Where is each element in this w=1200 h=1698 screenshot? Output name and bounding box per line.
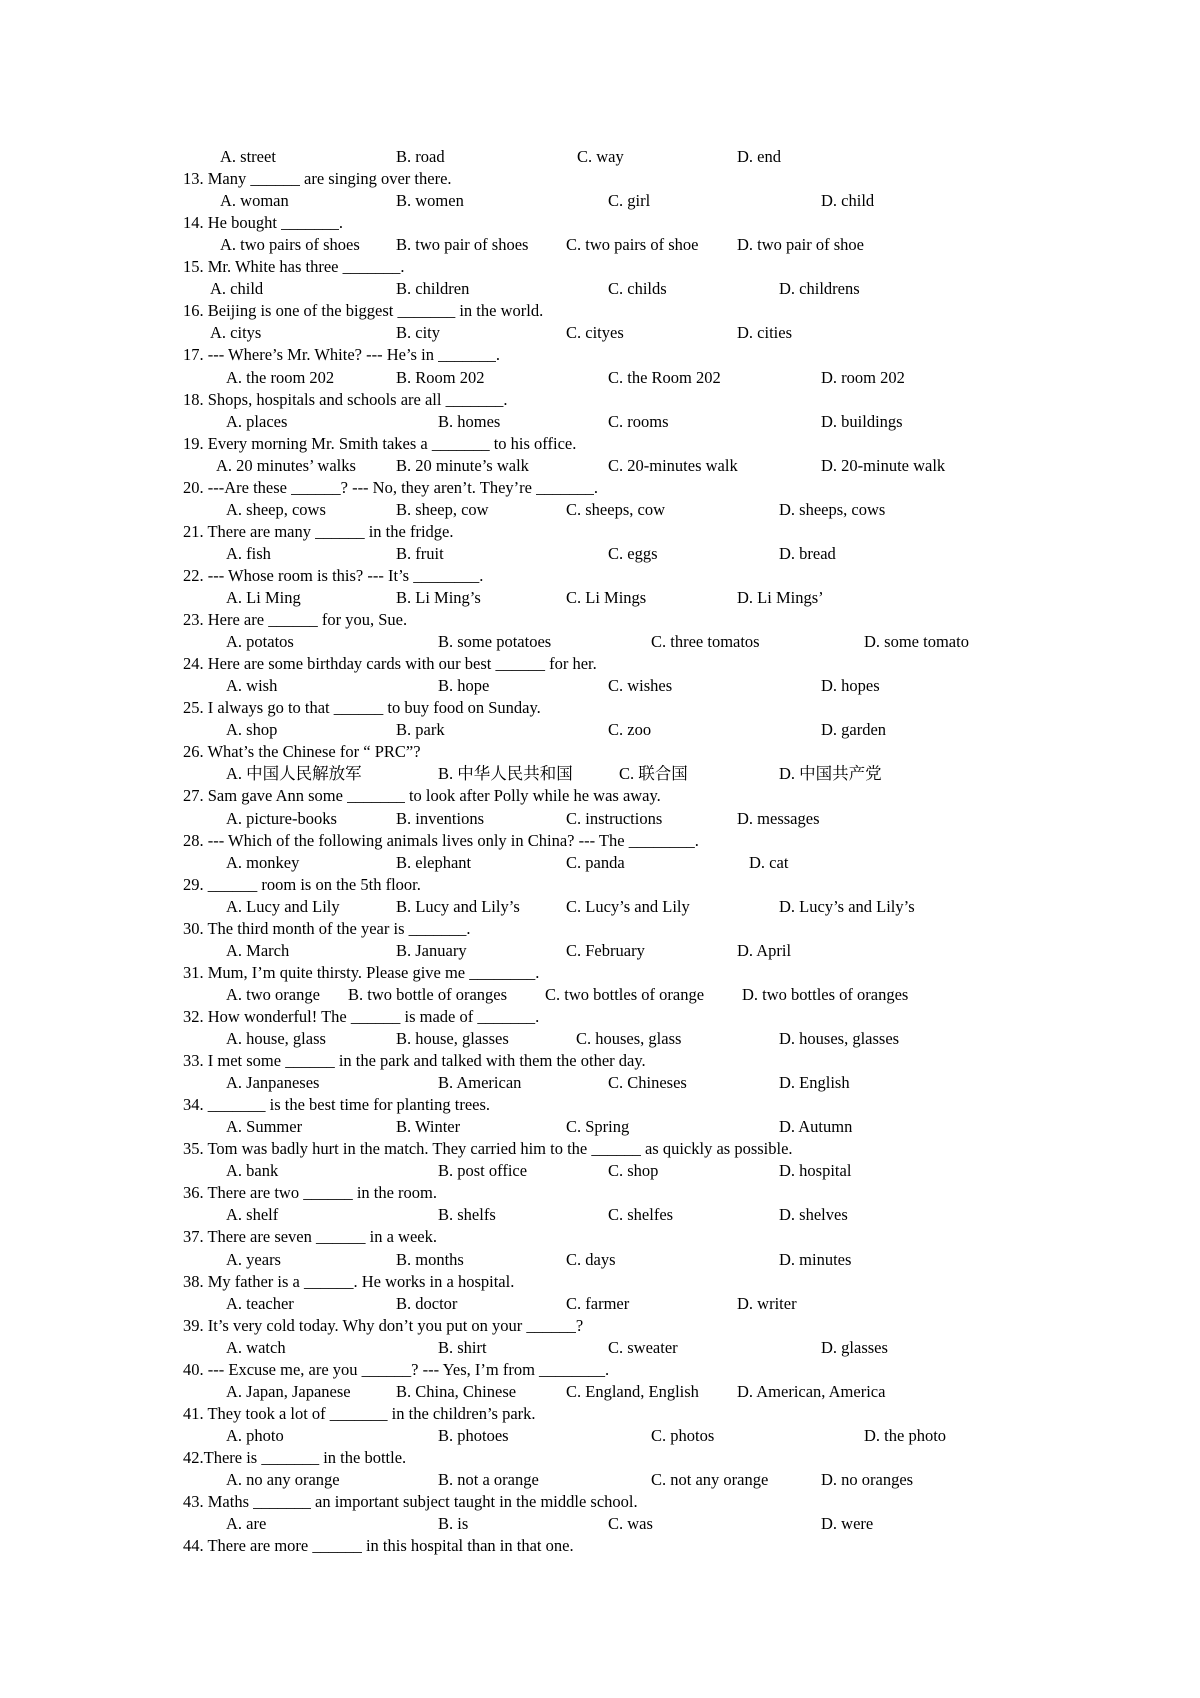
option-a: A. teacher bbox=[226, 1293, 294, 1313]
options-line bbox=[0, 1293, 1200, 1315]
option-b: B. shirt bbox=[438, 1337, 487, 1357]
question-text: 32. How wonderful! The ______ is made of _______. bbox=[183, 1006, 540, 1026]
question-line bbox=[0, 785, 1200, 807]
option-c: C. cityes bbox=[566, 323, 624, 343]
option-c: C. panda bbox=[566, 852, 625, 872]
option-d: D. two bottles of oranges bbox=[742, 984, 909, 1004]
option-c: C. shop bbox=[608, 1161, 659, 1181]
option-d: D. April bbox=[737, 940, 792, 960]
question-text: 30. The third month of the year is _______. bbox=[183, 918, 471, 938]
question-line bbox=[0, 874, 1200, 896]
options-line bbox=[0, 278, 1200, 300]
option-b: B. two pair of shoes bbox=[396, 235, 529, 255]
question-line bbox=[0, 1491, 1200, 1513]
option-b: B. is bbox=[438, 1514, 469, 1534]
question-line bbox=[0, 1050, 1200, 1072]
option-b: B. 中华人民共和国 bbox=[438, 764, 573, 784]
option-d: D. Li Mings’ bbox=[737, 588, 824, 607]
options-line bbox=[0, 940, 1200, 962]
option-c: C. the Room 202 bbox=[608, 367, 721, 387]
option-a: A. the room 202 bbox=[226, 367, 335, 387]
question-text: 41. They took a lot of _______ in the children’s park. bbox=[183, 1403, 536, 1423]
option-b: B. post office bbox=[438, 1161, 528, 1181]
options-line bbox=[0, 367, 1200, 389]
option-a: A. places bbox=[226, 411, 288, 431]
option-d: D. houses, glasses bbox=[779, 1029, 900, 1048]
option-d: D. the photo bbox=[864, 1425, 947, 1445]
option-d: D. cities bbox=[737, 323, 792, 343]
option-a: A. wish bbox=[226, 676, 278, 696]
question-line bbox=[0, 477, 1200, 499]
question-line bbox=[0, 918, 1200, 940]
option-c: C. two bottles of orange bbox=[545, 984, 705, 1004]
option-d: D. childrens bbox=[779, 279, 860, 299]
option-c: C. photos bbox=[651, 1425, 715, 1445]
option-b: B. Winter bbox=[396, 1117, 461, 1137]
question-line bbox=[0, 256, 1200, 278]
question-line bbox=[0, 1315, 1200, 1337]
option-d: D. room 202 bbox=[821, 367, 905, 387]
question-line bbox=[0, 1447, 1200, 1469]
option-c: C. 20-minutes walk bbox=[608, 455, 738, 475]
option-b: B. fruit bbox=[396, 543, 444, 563]
option-a: A. child bbox=[210, 279, 264, 299]
question-line bbox=[0, 1403, 1200, 1425]
question-line bbox=[0, 1094, 1200, 1116]
option-c: C. way bbox=[577, 147, 624, 166]
question-line bbox=[0, 1138, 1200, 1160]
question-line bbox=[0, 521, 1200, 543]
option-b: B. children bbox=[396, 279, 470, 299]
option-b: B. city bbox=[396, 323, 440, 343]
options-line bbox=[0, 499, 1200, 521]
option-d: D. American, America bbox=[737, 1381, 886, 1401]
question-line bbox=[0, 653, 1200, 675]
option-b: B. shelfs bbox=[438, 1205, 496, 1225]
option-b: B. homes bbox=[438, 411, 501, 431]
option-a: A. sheep, cows bbox=[226, 499, 326, 519]
option-c: C. three tomatos bbox=[651, 632, 760, 652]
option-b: B. months bbox=[396, 1249, 464, 1269]
option-c: C. Li Mings bbox=[566, 588, 647, 607]
question-line bbox=[0, 344, 1200, 366]
question-line bbox=[0, 830, 1200, 852]
options-line bbox=[0, 455, 1200, 477]
options-line bbox=[0, 1028, 1200, 1050]
option-a: A. two pairs of shoes bbox=[220, 235, 360, 255]
question-line bbox=[0, 168, 1200, 190]
option-b: B. park bbox=[396, 720, 445, 740]
option-d: D. Lucy’s and Lily’s bbox=[779, 896, 915, 916]
option-d: D. child bbox=[821, 191, 875, 211]
option-a: A. Janpaneses bbox=[226, 1073, 320, 1093]
option-a: A. picture-books bbox=[226, 808, 337, 828]
question-line bbox=[0, 962, 1200, 984]
question-text: 29. ______ room is on the 5th floor. bbox=[183, 874, 421, 894]
options-line bbox=[0, 146, 1200, 168]
option-c: C. England, English bbox=[566, 1381, 699, 1401]
options-line bbox=[0, 234, 1200, 256]
option-b: B. inventions bbox=[396, 808, 485, 828]
option-c: C. houses, glass bbox=[576, 1029, 682, 1048]
question-text: 16. Beijing is one of the biggest _______ in the world. bbox=[183, 301, 544, 321]
option-b: B. Room 202 bbox=[396, 367, 485, 387]
options-line bbox=[0, 1513, 1200, 1535]
option-b: B. 20 minute’s walk bbox=[396, 455, 529, 475]
question-text: 21. There are many ______ in the fridge. bbox=[183, 521, 454, 541]
question-text: 27. Sam gave Ann some _______ to look after Polly while he was away. bbox=[183, 786, 661, 806]
options-line bbox=[0, 1337, 1200, 1359]
option-a: A. 20 minutes’ walks bbox=[216, 455, 356, 475]
option-c: C. wishes bbox=[608, 676, 673, 696]
question-text: 44. There are more ______ in this hospital than in that one. bbox=[183, 1536, 574, 1556]
option-b: B. two bottle of oranges bbox=[348, 984, 508, 1004]
option-d: D. minutes bbox=[779, 1249, 852, 1269]
question-line bbox=[0, 697, 1200, 719]
options-line bbox=[0, 763, 1200, 785]
option-c: C. shelfes bbox=[608, 1205, 674, 1225]
options-line bbox=[0, 322, 1200, 344]
question-line bbox=[0, 389, 1200, 411]
option-c: C. Spring bbox=[566, 1117, 630, 1137]
option-a: A. fish bbox=[226, 543, 271, 563]
option-d: D. garden bbox=[821, 720, 887, 740]
option-a: A. 中国人民解放军 bbox=[226, 764, 362, 784]
option-d: D. hopes bbox=[821, 676, 880, 696]
option-d: D. bread bbox=[779, 543, 836, 563]
option-a: A. Li Ming bbox=[226, 588, 301, 607]
options-line bbox=[0, 1072, 1200, 1094]
option-a: A. citys bbox=[210, 323, 262, 343]
option-b: B. not a orange bbox=[438, 1470, 539, 1489]
option-c: C. childs bbox=[608, 279, 667, 299]
option-c: C. was bbox=[608, 1514, 653, 1534]
option-c: C. sweater bbox=[608, 1337, 678, 1357]
option-c: C. Lucy’s and Lily bbox=[566, 896, 690, 916]
option-c: C. days bbox=[566, 1249, 616, 1269]
question-text: 35. Tom was badly hurt in the match. They carried him to the ______ as quickly as possible. bbox=[183, 1139, 793, 1159]
option-c: C. not any orange bbox=[651, 1470, 769, 1489]
option-d: D. no oranges bbox=[821, 1470, 914, 1489]
option-d: D. writer bbox=[737, 1293, 797, 1313]
question-text: 23. Here are ______ for you, Sue. bbox=[183, 610, 408, 630]
option-c: C. February bbox=[566, 940, 645, 960]
question-text: 31. Mum, I’m quite thirsty. Please give me ________. bbox=[183, 962, 540, 982]
question-text: 17. --- Where’s Mr. White? --- He’s in _______. bbox=[183, 345, 500, 365]
option-d: D. were bbox=[821, 1514, 874, 1534]
options-line bbox=[0, 1204, 1200, 1226]
options-line bbox=[0, 1249, 1200, 1271]
option-b: B. elephant bbox=[396, 852, 472, 872]
option-b: B. some potatoes bbox=[438, 632, 552, 652]
question-line bbox=[0, 565, 1200, 587]
option-d: D. cat bbox=[749, 852, 789, 872]
option-a: A. Lucy and Lily bbox=[226, 896, 340, 916]
option-a: A. woman bbox=[220, 191, 289, 211]
options-line bbox=[0, 675, 1200, 697]
options-line bbox=[0, 896, 1200, 918]
option-a: A. potatos bbox=[226, 632, 294, 652]
question-line bbox=[0, 1006, 1200, 1028]
question-text: 33. I met some ______ in the park and talked with them the other day. bbox=[183, 1051, 646, 1071]
option-c: C. two pairs of shoe bbox=[566, 235, 699, 255]
question-text: 37. There are seven ______ in a week. bbox=[183, 1227, 437, 1247]
question-line bbox=[0, 433, 1200, 455]
option-d: D. Autumn bbox=[779, 1117, 853, 1137]
question-text: 24. Here are some birthday cards with our best ______ for her. bbox=[183, 654, 597, 674]
question-line bbox=[0, 1226, 1200, 1248]
option-c: C. Chineses bbox=[608, 1073, 687, 1093]
options-line bbox=[0, 719, 1200, 741]
option-b: B. photoes bbox=[438, 1425, 509, 1445]
options-line bbox=[0, 1381, 1200, 1403]
option-d: D. 20-minute walk bbox=[821, 455, 946, 475]
option-a: A. photo bbox=[226, 1425, 284, 1445]
options-line bbox=[0, 1116, 1200, 1138]
question-line bbox=[0, 741, 1200, 763]
question-line bbox=[0, 609, 1200, 631]
question-line bbox=[0, 1535, 1200, 1557]
option-d: D. end bbox=[737, 147, 781, 166]
question-text: 20. ---Are these ______? --- No, they aren’t. They’re _______. bbox=[183, 477, 598, 497]
option-a: A. shelf bbox=[226, 1205, 279, 1225]
option-c: C. girl bbox=[608, 191, 651, 211]
question-line bbox=[0, 1182, 1200, 1204]
question-line bbox=[0, 1359, 1200, 1381]
option-a: A. watch bbox=[226, 1337, 286, 1357]
option-a: A. are bbox=[226, 1514, 267, 1534]
question-text: 28. --- Which of the following animals lives only in China? --- The ________. bbox=[183, 830, 699, 850]
option-c: C. rooms bbox=[608, 411, 669, 431]
question-text: 22. --- Whose room is this? --- It’s ________. bbox=[183, 565, 484, 585]
option-a: A. house, glass bbox=[226, 1029, 326, 1048]
question-text: 26. What’s the Chinese for “ PRC”? bbox=[183, 742, 421, 762]
option-b: B. American bbox=[438, 1073, 522, 1093]
option-a: A. two orange bbox=[226, 984, 320, 1004]
question-line bbox=[0, 300, 1200, 322]
option-a: A. monkey bbox=[226, 852, 300, 872]
question-text: 13. Many ______ are singing over there. bbox=[183, 169, 452, 189]
option-a: A. shop bbox=[226, 720, 278, 740]
options-line bbox=[0, 1160, 1200, 1182]
options-line bbox=[0, 1469, 1200, 1491]
option-a: A. bank bbox=[226, 1161, 279, 1181]
option-b: B. China, Chinese bbox=[396, 1381, 517, 1401]
question-text: 43. Maths _______ an important subject taught in the middle school. bbox=[183, 1492, 638, 1512]
question-text: 19. Every morning Mr. Smith takes a _______ to his office. bbox=[183, 433, 577, 453]
question-text: 42.There is _______ in the bottle. bbox=[183, 1447, 407, 1467]
option-a: A. years bbox=[226, 1249, 281, 1269]
question-text: 14. He bought _______. bbox=[183, 213, 343, 233]
option-b: B. house, glasses bbox=[396, 1029, 509, 1048]
option-a: A. March bbox=[226, 940, 290, 960]
option-b: B. Lucy and Lily’s bbox=[396, 896, 520, 916]
option-d: D. hospital bbox=[779, 1161, 852, 1181]
option-c: C. sheeps, cow bbox=[566, 499, 665, 519]
option-a: A. no any orange bbox=[226, 1470, 340, 1489]
question-line bbox=[0, 1271, 1200, 1293]
option-c: C. farmer bbox=[566, 1293, 630, 1313]
option-b: B. doctor bbox=[396, 1293, 458, 1313]
question-text: 25. I always go to that ______ to buy food on Sunday. bbox=[183, 698, 541, 718]
options-line bbox=[0, 190, 1200, 212]
option-d: D. 中国共产党 bbox=[779, 764, 882, 784]
question-text: 39. It’s very cold today. Why don’t you put on your ______? bbox=[183, 1315, 584, 1335]
options-line bbox=[0, 411, 1200, 433]
option-d: D. glasses bbox=[821, 1337, 888, 1357]
option-d: D. two pair of shoe bbox=[737, 235, 864, 255]
options-line bbox=[0, 984, 1200, 1006]
options-line bbox=[0, 587, 1200, 609]
option-c: C. zoo bbox=[608, 720, 652, 740]
option-b: B. women bbox=[396, 191, 464, 211]
options-line bbox=[0, 631, 1200, 653]
option-b: B. Li Ming’s bbox=[396, 588, 481, 607]
option-a: A. Japan, Japanese bbox=[226, 1381, 351, 1401]
question-text: 15. Mr. White has three _______. bbox=[183, 257, 405, 277]
option-d: D. messages bbox=[737, 808, 820, 828]
option-c: C. 联合国 bbox=[619, 764, 688, 784]
option-d: D. buildings bbox=[821, 411, 903, 431]
option-d: D. shelves bbox=[779, 1205, 848, 1225]
option-a: A. Summer bbox=[226, 1117, 303, 1137]
question-text: 40. --- Excuse me, are you ______? --- Yes, I’m from ________. bbox=[183, 1359, 610, 1379]
option-b: B. January bbox=[396, 940, 467, 960]
options-line bbox=[0, 543, 1200, 565]
options-line bbox=[0, 852, 1200, 874]
option-c: C. instructions bbox=[566, 808, 663, 828]
option-c: C. eggs bbox=[608, 543, 658, 563]
option-b: B. sheep, cow bbox=[396, 499, 489, 519]
options-line bbox=[0, 808, 1200, 830]
question-line bbox=[0, 212, 1200, 234]
options-line bbox=[0, 1425, 1200, 1447]
option-b: B. hope bbox=[438, 676, 490, 696]
option-a: A. street bbox=[220, 147, 276, 166]
option-d: D. English bbox=[779, 1073, 850, 1093]
option-d: D. sheeps, cows bbox=[779, 499, 886, 519]
question-text: 38. My father is a ______. He works in a hospital. bbox=[183, 1271, 515, 1291]
question-text: 18. Shops, hospitals and schools are all _______. bbox=[183, 389, 508, 409]
option-d: D. some tomato bbox=[864, 632, 969, 652]
question-text: 34. _______ is the best time for planting trees. bbox=[183, 1095, 491, 1115]
option-b: B. road bbox=[396, 147, 445, 166]
question-text: 36. There are two ______ in the room. bbox=[183, 1183, 438, 1203]
